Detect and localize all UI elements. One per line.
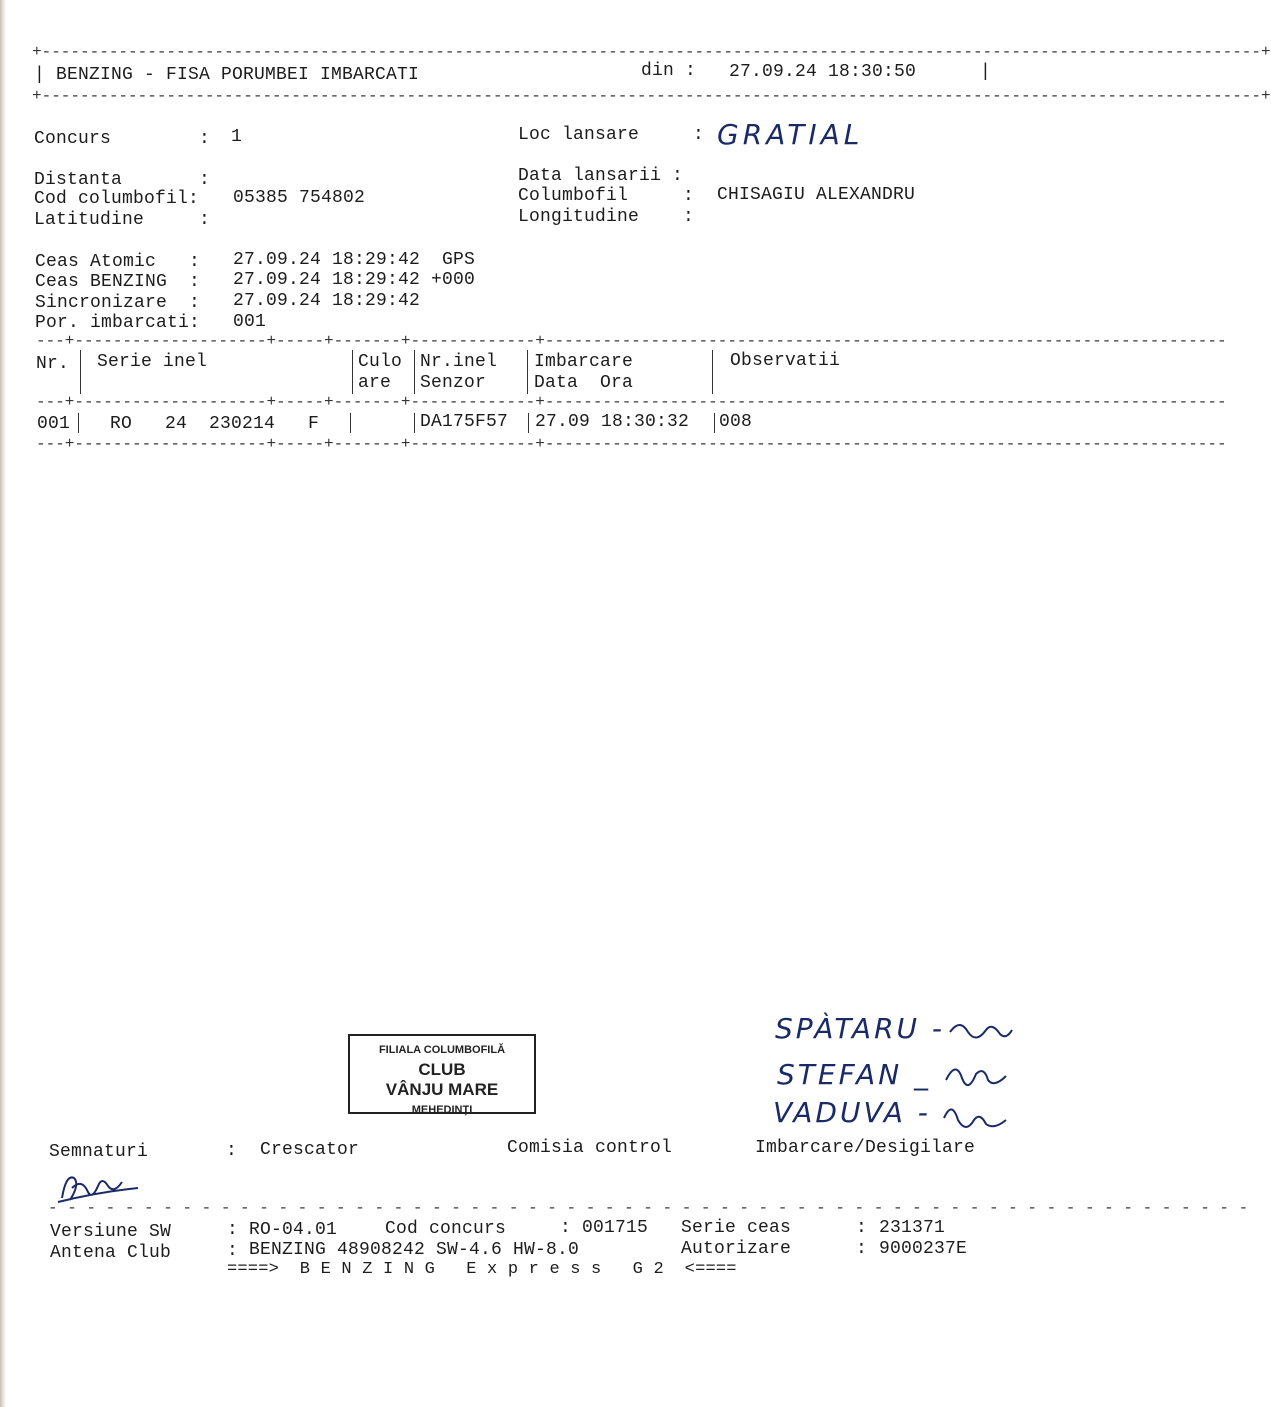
table-top-border: ---+--------------------+-----+-------+-------------+----------------------------------------------------------------------- (36, 332, 1227, 350)
stamp-line-4: MEHEDINȚI (411, 1104, 473, 1116)
header-right-bar: | (980, 62, 992, 82)
table-col-divider (414, 413, 415, 433)
stamp-line-2: CLUB (418, 1060, 466, 1079)
row-nr: 001 (37, 414, 71, 434)
versiune-sep: : (227, 1220, 239, 1240)
table-header-culoare-1: Culo (358, 352, 403, 372)
table-col-divider (414, 350, 415, 394)
cod-columbofil-value: 05385 754802 (233, 188, 366, 208)
table-header-nrinel-1: Nr.inel (420, 352, 498, 372)
data-lansarii-label: Data lansarii : (518, 166, 684, 186)
table-col-divider (78, 413, 79, 433)
antena-sep: : (227, 1241, 239, 1261)
footer-top-border: - - - - - - - - - - - - - - - - - - - - - - - - - - - - - - - - - - - - - - - - - - - - - - - - - - - - - - - - - - - - - - - (48, 1199, 1249, 1217)
loc-lansare-sep: : (693, 125, 705, 145)
columbofil-value: CHISAGIU ALEXANDRU (717, 185, 916, 205)
signatures-crescator: Crescator (260, 1140, 360, 1160)
ceas-benzing-value: 27.09.24 18:29:42 +000 (233, 270, 476, 290)
serie-ceas-label: Serie ceas (681, 1218, 792, 1238)
table-col-divider (527, 350, 528, 394)
latitudine-label: Latitudine : (34, 210, 211, 230)
table-col-divider (528, 413, 529, 433)
autorizare-value: 9000237E (879, 1239, 968, 1259)
sincronizare-value: 27.09.24 18:29:42 (233, 291, 421, 311)
concurs-value: 1 (231, 127, 243, 147)
header-din-label: din : (641, 61, 697, 81)
table-header-serie: Serie inel (97, 352, 208, 372)
distanta-label: Distanta : (34, 170, 211, 190)
benzing-express-banner: ====> B E N Z I N G E x p r e s s G 2 <==== (227, 1260, 737, 1279)
table-col-divider (352, 350, 353, 394)
por-imbarcati-value: 001 (233, 312, 267, 332)
signatures-imbarcare: Imbarcare/Desigilare (755, 1138, 976, 1158)
header-datetime: 27.09.24 18:30:50 (729, 62, 917, 82)
concurs-label: Concurs : (34, 129, 211, 149)
table-header-imbarcare-1: Imbarcare (534, 352, 634, 372)
signatures-comisia: Comisia control (507, 1138, 673, 1158)
row-serie-inel: RO 24 230214 F (110, 414, 320, 434)
table-col-divider (712, 350, 713, 394)
signatures-sep: : (226, 1141, 238, 1161)
table-bottom-border: ---+--------------------+-----+-------+-------------+----------------------------------------------------------------------- (36, 435, 1227, 453)
table-header-observatii: Observatii (730, 351, 841, 371)
row-imbarcare: 27.09 18:30:32 (535, 412, 690, 432)
table-col-divider (714, 413, 715, 433)
signatures-label: Semnaturi (49, 1142, 149, 1162)
cod-concurs-value: 001715 (582, 1218, 649, 1238)
paper-edge-shadow (0, 0, 6, 1407)
versiune-label: Versiune SW (50, 1222, 172, 1242)
columbofil-label: Columbofil : (518, 186, 695, 206)
autorizare-label: Autorizare (681, 1239, 792, 1259)
loc-lansare-label: Loc lansare (518, 125, 640, 145)
header-top-border: +-------------------------------------------------------------------------------------------------------------------------------+ (32, 43, 1271, 61)
cod-concurs-sep: : (560, 1218, 572, 1238)
table-header-nr: Nr. (36, 354, 70, 374)
table-header-culoare-2: are (358, 373, 392, 393)
row-nr-inel-senzor: DA175F57 (420, 412, 509, 432)
autorizare-sep: : (856, 1239, 868, 1259)
club-stamp (348, 1034, 536, 1114)
antena-value: BENZING 48908242 SW-4.6 HW-8.0 (249, 1240, 580, 1260)
serie-ceas-sep: : (856, 1218, 868, 1238)
handwritten-name-vaduva: VADUVA - (773, 1096, 931, 1129)
ceas-atomic-label: Ceas Atomic : (35, 252, 201, 272)
table-col-divider (350, 413, 351, 433)
table-header-imbarcare-2: Data Ora (534, 373, 634, 393)
ceas-benzing-label: Ceas BENZING : (35, 272, 201, 292)
table-header-separator: ---+--------------------+-----+-------+-------------+----------------------------------------------------------------------- (36, 393, 1227, 411)
header-title: BENZING - FISA PORUMBEI IMBARCATI (56, 65, 420, 85)
sincronizare-label: Sincronizare : (35, 293, 201, 313)
row-observatii: 008 (719, 412, 753, 432)
header-left-bar: | (34, 65, 46, 85)
header-bottom-border: +-------------------------------------------------------------------------------------------------------------------------------+ (32, 87, 1271, 105)
loc-lansare-handwritten: GRATIAL (717, 118, 864, 151)
handwritten-name-stefan: STEFAN _ (777, 1058, 932, 1091)
stamp-line-1: FILIALA COLUMBOFILĂ (378, 1044, 506, 1056)
signature-scribbles (940, 1012, 1020, 1142)
ceas-atomic-value: 27.09.24 18:29:42 GPS (233, 250, 476, 270)
longitudine-label: Longitudine : (518, 207, 695, 227)
table-col-divider (80, 350, 81, 394)
serie-ceas-value: 231371 (879, 1218, 946, 1238)
handwritten-name-spataru: SPÀTARU - (775, 1012, 946, 1045)
table-header-nrinel-2: Senzor (420, 373, 487, 393)
cod-concurs-label: Cod concurs (385, 1219, 507, 1239)
antena-label: Antena Club (50, 1243, 172, 1263)
versiune-value: RO-04.01 (249, 1220, 338, 1240)
stamp-line-3: VÂNJU MARE (385, 1080, 499, 1099)
por-imbarcati-label: Por. imbarcati: (35, 313, 201, 333)
cod-columbofil-label: Cod columbofil: (34, 189, 200, 209)
